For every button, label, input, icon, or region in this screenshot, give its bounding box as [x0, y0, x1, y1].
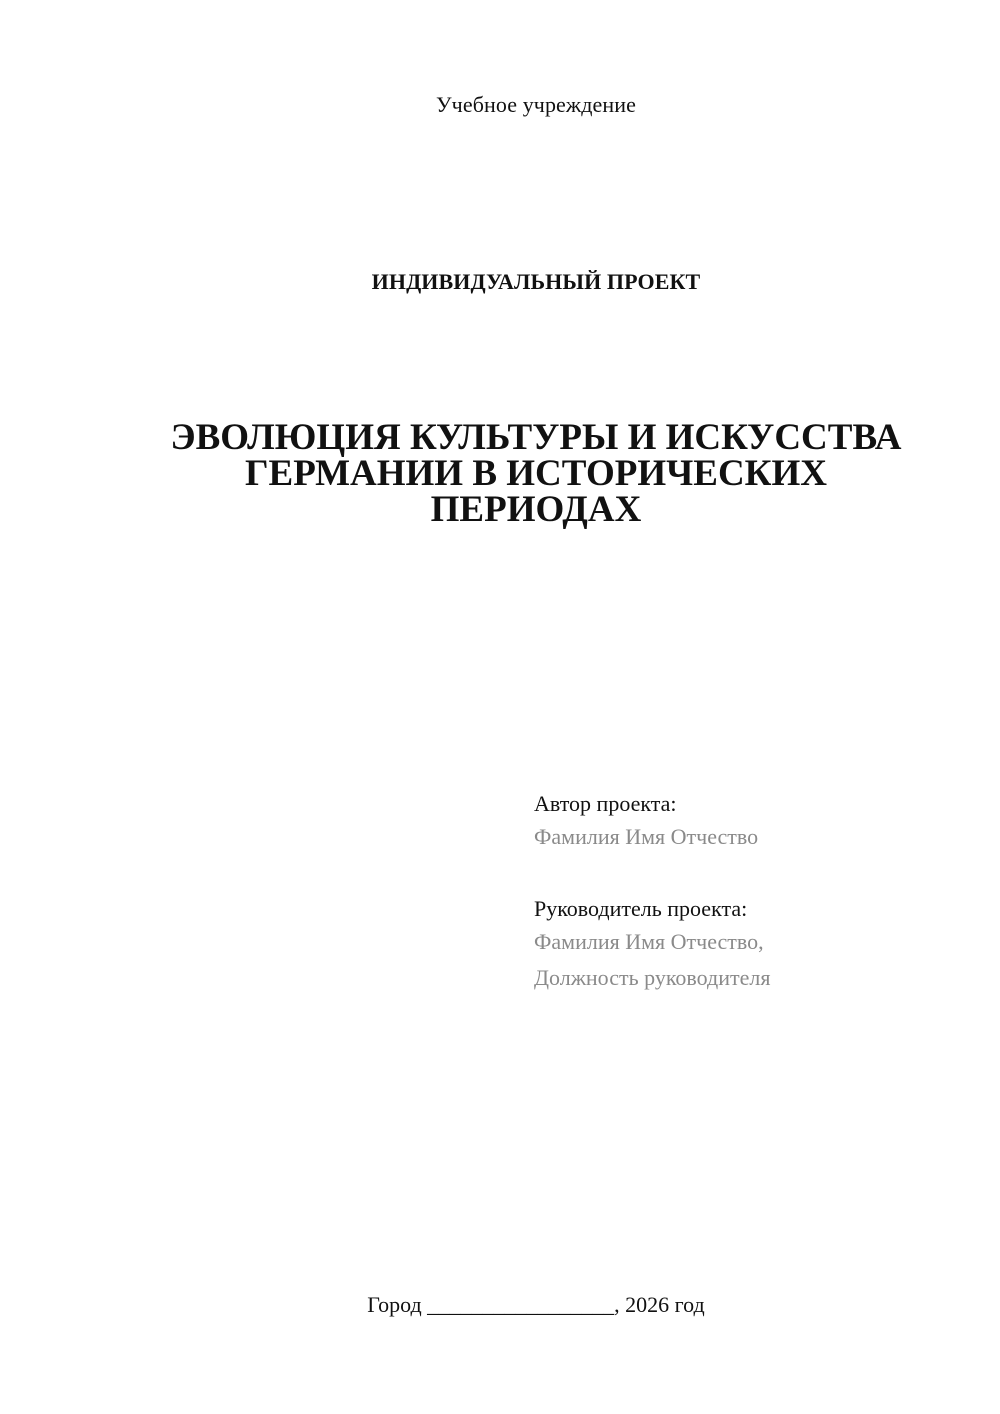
city-label: Город — [367, 1292, 422, 1317]
project-title-line-3: ПЕРИОДАХ — [430, 489, 642, 530]
city-blank: _________________ — [427, 1292, 615, 1317]
year-text: , 2026 год — [614, 1292, 705, 1317]
supervisor-section — [534, 894, 770, 996]
supervisor-position-placeholder: Должность руководителя — [534, 965, 771, 990]
author-name-placeholder: Фамилия Имя Отчество — [534, 824, 759, 849]
institution-name: Учебное учреждение — [435, 92, 636, 117]
document-type: ИНДИВИДУАЛЬНЫЙ ПРОЕКТ — [371, 269, 701, 294]
author-label: Автор проекта: — [534, 791, 677, 816]
project-title-line-1: ЭВОЛЮЦИЯ КУЛЬТУРЫ И ИСКУССТВА — [170, 417, 902, 458]
author-section — [534, 789, 758, 855]
supervisor-name-placeholder: Фамилия Имя Отчество, — [534, 929, 764, 954]
project-title — [140, 417, 932, 530]
city-year-line — [0, 1291, 1000, 1319]
project-title-line-2: ГЕРМАНИИ В ИСТОРИЧЕСКИХ — [244, 453, 827, 494]
supervisor-label: Руководитель проекта: — [534, 896, 748, 921]
